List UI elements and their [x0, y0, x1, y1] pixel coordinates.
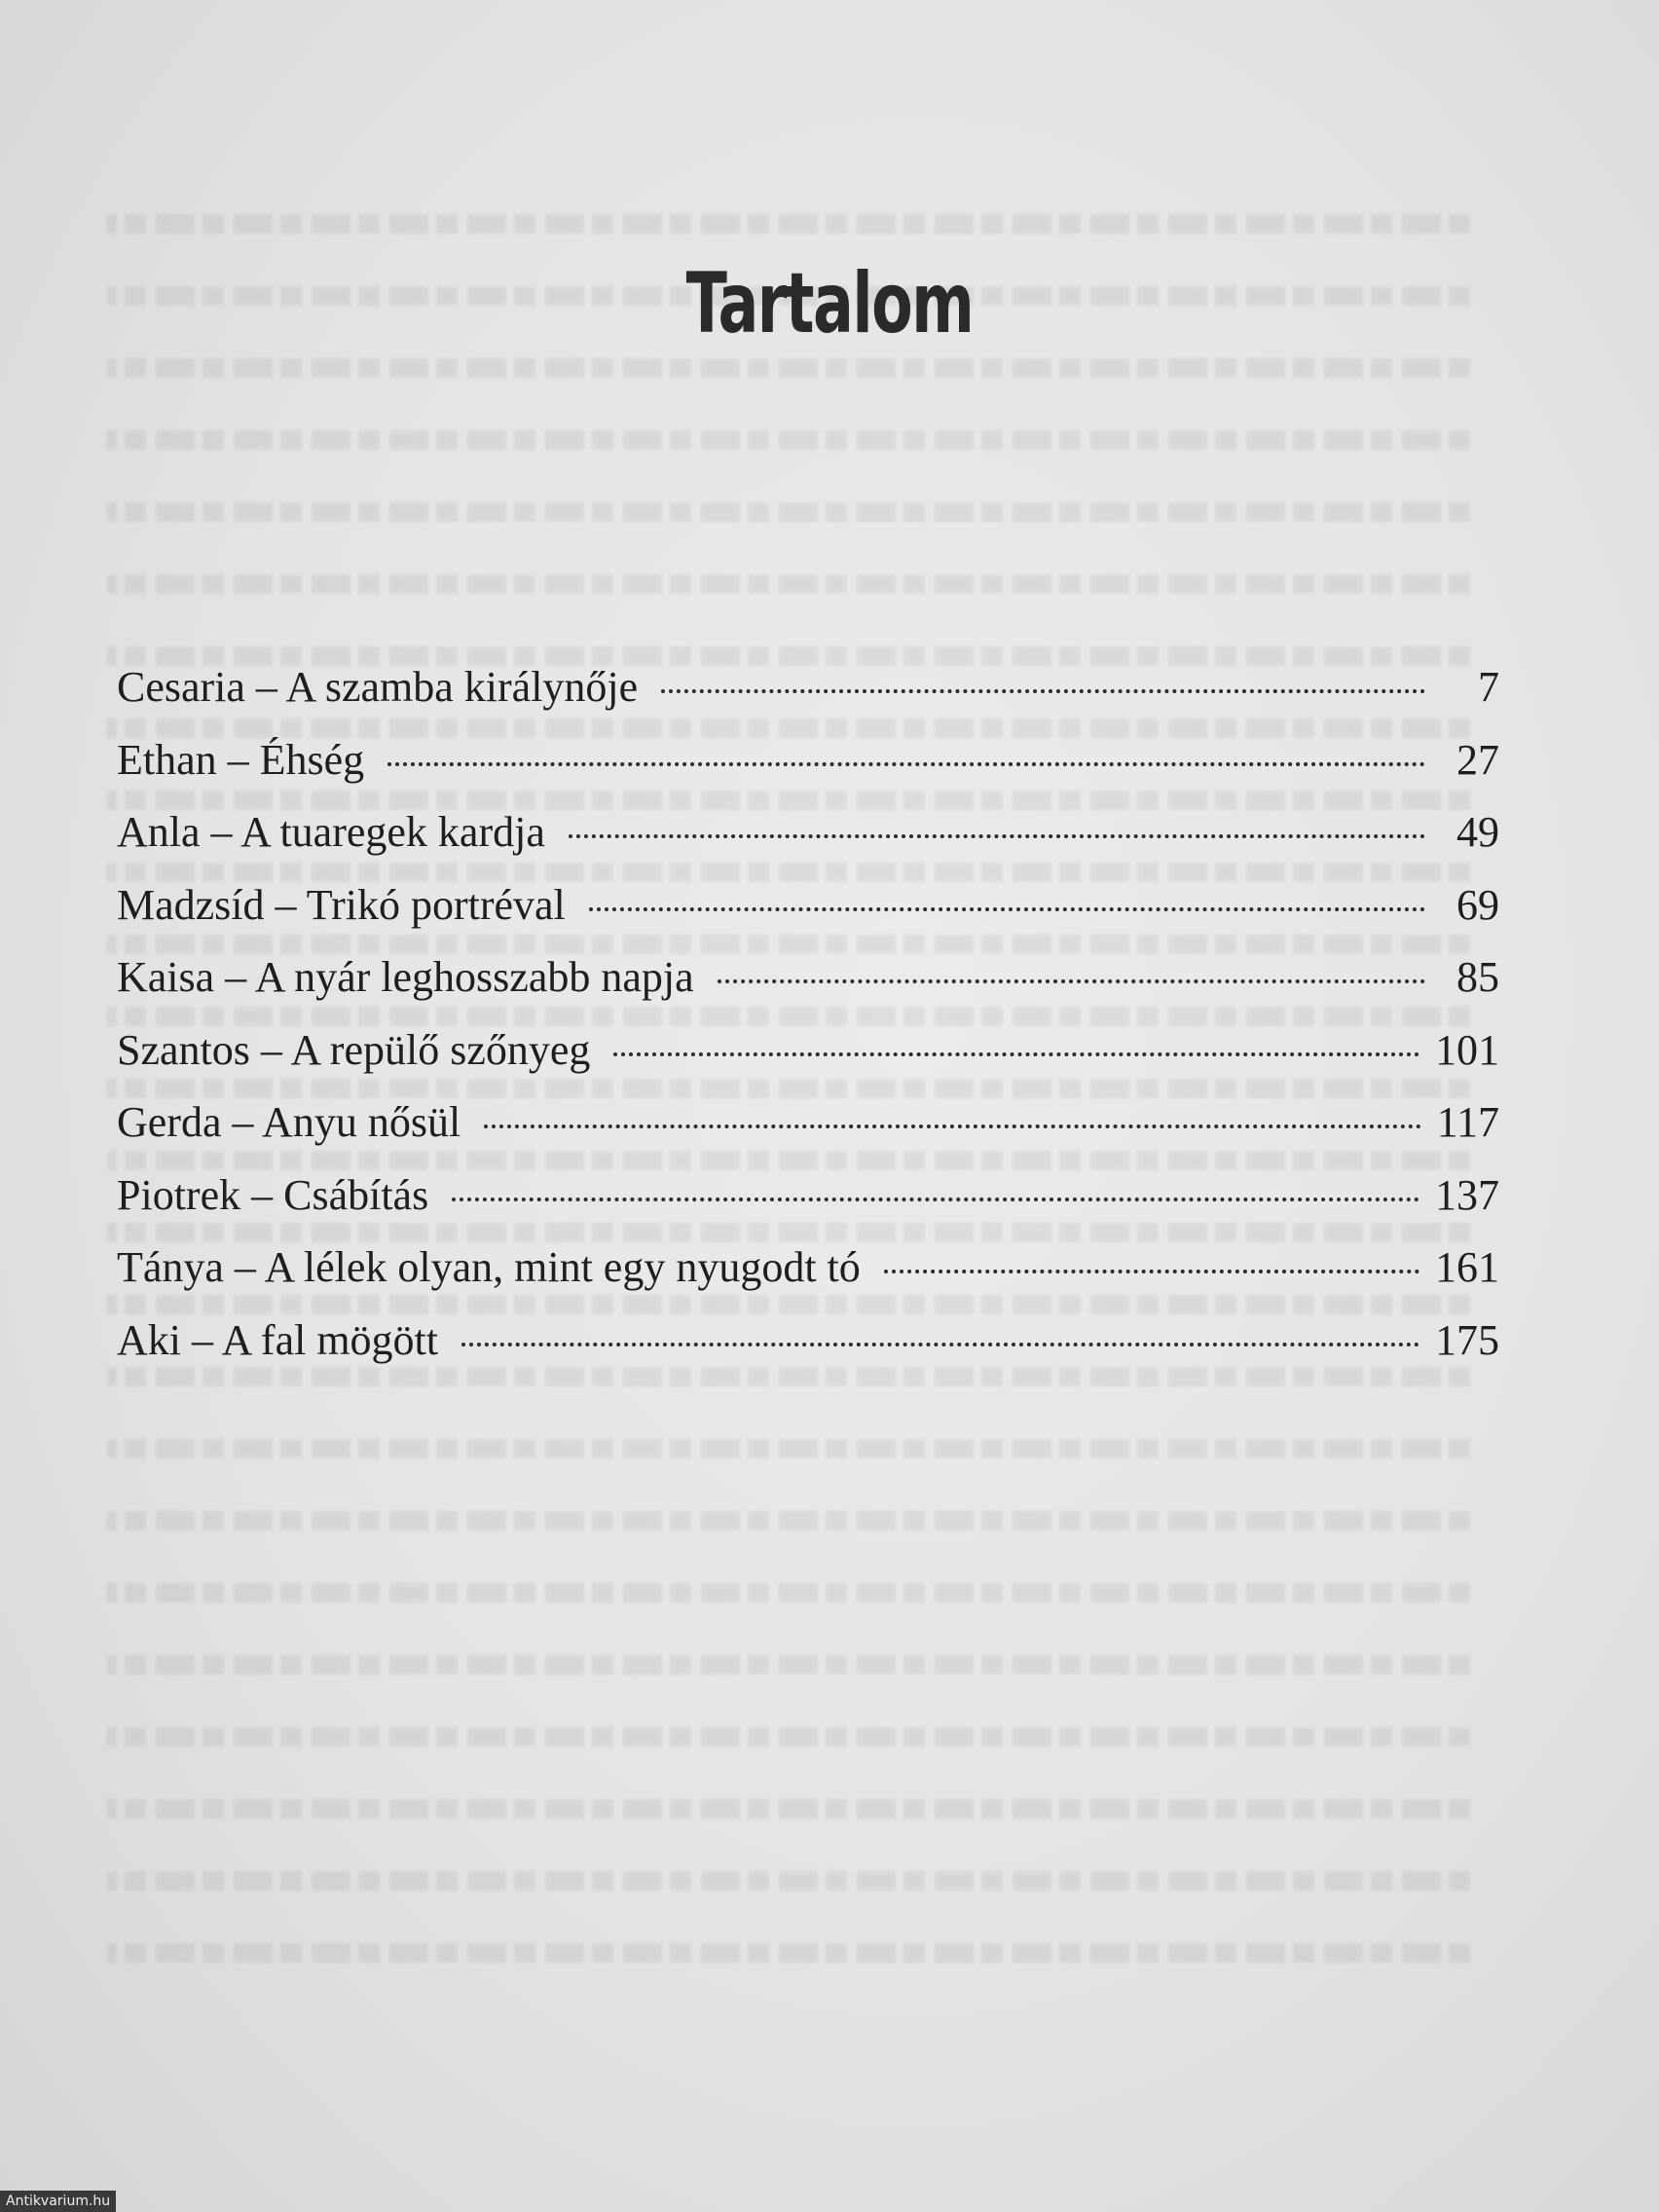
- dot-leader: [613, 1052, 1419, 1056]
- watermark: Antikvarium.hu: [0, 2191, 116, 2212]
- toc-row: [117, 1097, 1499, 1170]
- toc-row: [117, 1242, 1499, 1315]
- toc-page-number: 137: [1435, 1170, 1499, 1219]
- dot-leader: [387, 762, 1425, 766]
- toc-page-number: 7: [1478, 663, 1499, 711]
- dot-leader: [569, 834, 1425, 838]
- toc-entry-title: Madzsíd – Trikó portréval: [117, 880, 566, 929]
- toc-row: [117, 735, 1499, 808]
- toc-entry-title: Piotrek – Csábítás: [117, 1170, 429, 1219]
- toc-row: [117, 807, 1499, 880]
- toc-entry-title: Szantos – A repülő szőnyeg: [117, 1025, 591, 1074]
- toc-page-number: 117: [1436, 1098, 1499, 1146]
- dot-leader: [452, 1198, 1419, 1201]
- toc-row: [117, 880, 1499, 953]
- dot-leader: [589, 907, 1425, 911]
- dot-leader: [461, 1343, 1419, 1346]
- toc-page-number: 85: [1456, 953, 1499, 1001]
- toc-entry-title: Anla – A tuaregek kardja: [117, 808, 545, 856]
- toc-entry-title: Kaisa – A nyár leghosszabb napja: [117, 953, 694, 1001]
- toc-entry-title: Gerda – Anyu nősül: [117, 1098, 461, 1146]
- toc-entry-title: Tánya – A lélek olyan, mint egy nyugodt tó: [117, 1243, 861, 1291]
- toc-row: [117, 1025, 1499, 1098]
- dot-leader: [661, 689, 1425, 693]
- toc-page-number: 161: [1435, 1243, 1499, 1291]
- toc-page-number: 175: [1435, 1315, 1499, 1364]
- toc-row: [117, 1315, 1499, 1388]
- toc-page-number: 49: [1456, 808, 1499, 856]
- toc-page-number: 27: [1456, 735, 1499, 784]
- toc-row: [117, 662, 1499, 735]
- page-title: Tartalom: [685, 255, 974, 352]
- toc-page-number: 101: [1435, 1025, 1499, 1074]
- toc-row: [117, 952, 1499, 1025]
- toc-entry-title: Ethan – Éhség: [117, 735, 365, 784]
- dot-leader: [718, 979, 1425, 983]
- dot-leader: [484, 1124, 1420, 1128]
- dot-leader: [884, 1270, 1419, 1273]
- toc-entry-title: Cesaria – A szamba királynője: [117, 663, 639, 711]
- table-of-contents: [117, 662, 1499, 1387]
- toc-entry-title: Aki – A fal mögött: [117, 1315, 438, 1364]
- toc-page-number: 69: [1456, 880, 1499, 929]
- toc-row: [117, 1170, 1499, 1243]
